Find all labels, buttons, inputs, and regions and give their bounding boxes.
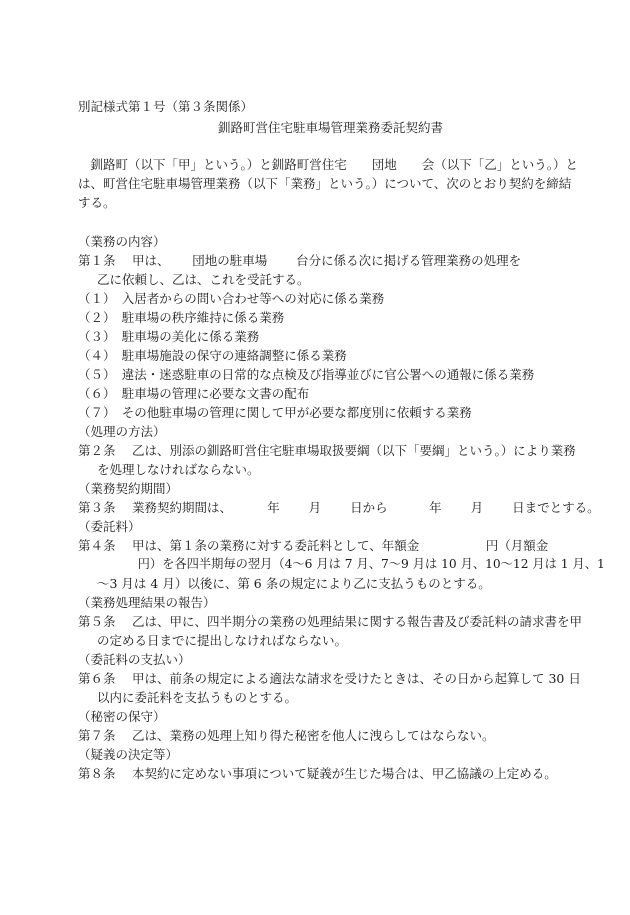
section-heading: （業務の内容） (78, 234, 166, 249)
article-line: 円）を各四半期毎の翌月（4～6 月は 7 月、7～9 月は 10 月、10～12 月は 1 月、1 (97, 557, 605, 571)
article-line: 第７条 乙は、業務の処理上知り得た秘密を他人に洩らしてはならない。 (78, 728, 495, 743)
article-line: 乙に依頼し、乙は、これを受託する。 (97, 272, 310, 287)
preamble-line: する。 (78, 195, 116, 210)
section-heading: （秘密の保守） (78, 709, 166, 724)
preamble-line: 釧路町（以下「甲」という。）と釧路町営住宅 団地 会（以下「乙」という。）と (78, 157, 579, 172)
section-heading: （処理の方法） (78, 424, 166, 439)
article-line: 第１条 甲は、 団地の駐車場 台分に係る次に掲げる管理業務の処理を (78, 253, 522, 268)
article-line: 第２条 乙は、別添の釧路町営住宅駐車場取扱要綱（以下「要綱」という。）により業務 (78, 443, 576, 458)
list-item: （７） その他駐車場の管理に関して甲が必要な都度別に依頼する業務 (78, 405, 472, 420)
section-heading: （業務契約期間） (78, 481, 179, 496)
article-line: 第６条 甲は、前条の規定による適法な請求を受けたときは、その日から起算して 30 日 (78, 671, 581, 686)
article-line: ～3 月は 4 月）以後に、第 6 条の規定により乙に支払うものとする。 (97, 576, 491, 591)
list-item: （１） 入居者からの問い合わせ等への対応に係る業務 (78, 291, 385, 306)
section-heading: （委託料の支払い） (78, 652, 191, 667)
section-heading: （業務処理結果の報告） (78, 595, 216, 610)
article-line: 第５条 乙は、甲に、四半期分の業務の処理結果に関する報告書及び委託料の請求書を甲 (78, 614, 582, 629)
list-item: （４） 駐車場施設の保守の連絡調整に係る業務 (78, 348, 347, 363)
article-line: の定める日までに提出しなければならない。 (97, 633, 348, 648)
document-title: 釧路町営住宅駐車場管理業務委託契約書 (218, 120, 444, 135)
article-line: 第４条 甲は、第１条の業務に対する委託料として、年額金 円（月額金 (78, 538, 549, 553)
preamble-line: は、町営住宅駐車場管理業務（以下「業務」という。）について、次のとおり契約を締結 (78, 176, 572, 191)
section-heading: （委託料） (78, 519, 141, 534)
section-heading: （疑義の決定等） (78, 747, 179, 762)
list-item: （５） 違法・迷惑駐車の日常的な点検及び指導並びに官公署への通報に係る業務 (78, 367, 535, 382)
article-line: 第８条 本契約に定めない事項について疑義が生じた場合は、甲乙協議の上定める。 (78, 766, 557, 781)
article-line: 以内に委託料を支払うものとする。 (97, 690, 298, 705)
list-item: （３） 駐車場の美化に係る業務 (78, 329, 260, 344)
form-label: 別記様式第１号（第３条関係） (78, 99, 254, 114)
list-item: （２） 駐車場の秩序維持に係る業務 (78, 310, 285, 325)
list-item: （６） 駐車場の管理に必要な文書の配布 (78, 386, 310, 401)
article-line: を処理しなければならない。 (97, 462, 260, 477)
article-line: 第３条 業務契約期間は、 年 月 日から 年 月 日までとする。 (78, 500, 600, 515)
